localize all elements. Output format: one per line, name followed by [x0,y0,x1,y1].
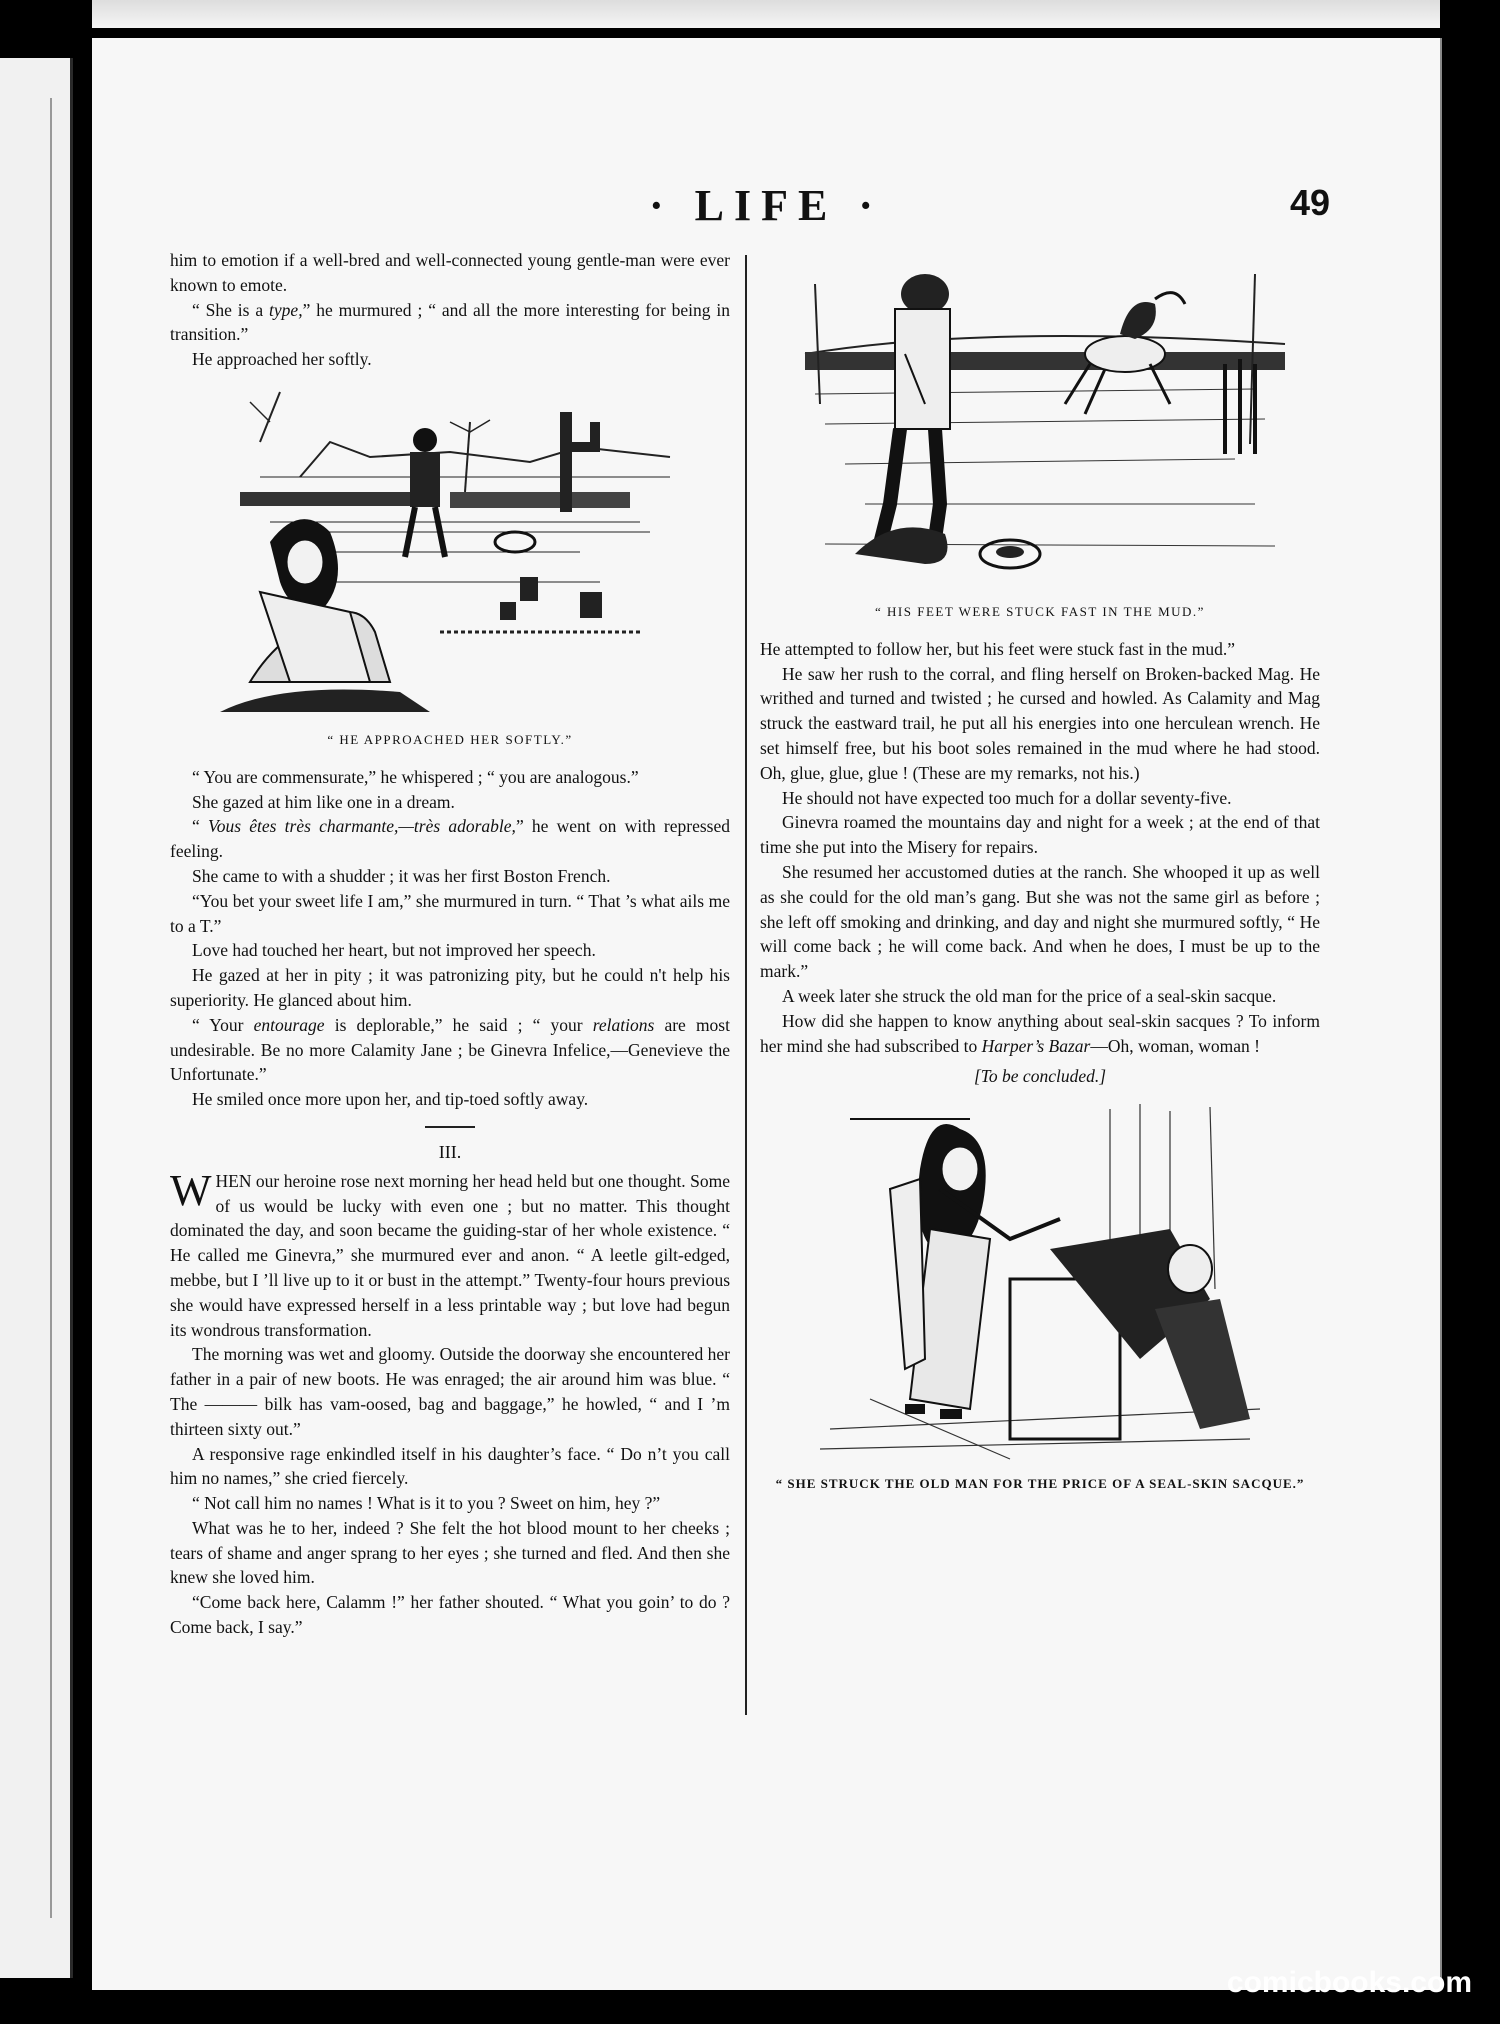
paragraph: A week later she struck the old man for the price of a seal-skin sacque. [782,985,1277,1006]
paragraph: “ She is a type,” he murmured ; “ and all the more interesting for being in transition.” [170,299,730,345]
page-top-edge [92,0,1440,28]
paragraph: He approached her softly. [192,349,372,370]
caption-approached-softly: “ HE APPROACHED HER SOFTLY.” [327,731,573,747]
caption-stuck-in-mud: “ HIS FEET WERE STUCK FAST IN THE MUD.” [875,604,1205,619]
paragraph: He gazed at her in pity ; it was patronizing pity, but he could n't help his superiority. He glanced about him. [170,965,730,1010]
illustration-drawing [200,382,700,722]
section-rule [425,1126,475,1128]
paragraph: He saw her rush to the corral, and fling herself on Broken-backed Mag. He writhed and turned and twisted ; he cursed and howled. As Calamity and Mag struck the eastward trail, he put all his energies into one herculean wrench. He set himself free, but his boot soles remained in the mud where he had stood. Oh, glue, glue, glue ! (These are my remarks, not his.) [760,663,1320,783]
paragraph: “ You are commensurate,” he whispered ; “ you are analogous.” [192,766,639,787]
paragraph: him to emotion if a well-bred and well-connected young gentle-man were ever known to emote. [170,250,730,295]
right-column [760,248,1320,1505]
paragraph: “You bet your sweet life I am,” she murmured in turn. “ That ’s what ails me to a T.” [170,890,730,936]
page-number: 49 [1289,182,1330,223]
paragraph: How did she happen to know anything about seal-skin sacques ? To inform her mind she had subscribed to Harper’s Bazar—Oh, woman, woman ! [760,1010,1320,1056]
paragraph: He smiled once more upon her, and tip-toed softly away. [192,1089,589,1110]
column-divider [745,255,747,1715]
paragraph: He should not have expected too much for a dollar seventy-five. [782,787,1232,808]
masthead: · LIFE · [648,181,884,230]
illustration-seal-skin-sacque [760,1099,1320,1469]
left-page-edge [0,58,73,1978]
paragraph: “ Your entourage is deplorable,” he said ; “ your relations are most undesirable. Be no more Calamity Jane ; be Ginevra Infelice,—Genevieve the Unfortunate.” [170,1014,730,1085]
illustration-drawing [810,1099,1270,1469]
caption-seal-skin-sacque: “ SHE STRUCK THE OLD MAN FOR THE PRICE OF A SEAL-SKIN SACQUE.” [775,1476,1305,1492]
paragraph: What was he to her, indeed ? She felt the hot blood mount to her cheeks ; tears of shame and anger sprang to her eyes ; she turned and fled. And then she knew she loved him. [170,1517,730,1588]
illustration-drawing [785,264,1295,594]
paragraph: The morning was wet and gloomy. Outside the doorway she encountered her father in a pair of new boots. He was enraged; the air around him was blue. “ The ——— bilk has vam-oosed, bag and baggage,” he howled, “ and I ’m thirteen sixty out.” [170,1344,730,1439]
paragraph: Love had touched her heart, but not improved her speech. [192,940,596,961]
illustration-approached-softly [170,382,730,722]
illustration-stuck-in-mud [760,264,1320,594]
paragraph: “Come back here, Calamm !” her father shouted. “ What you goin’ to do ? Come back, I say.” [170,1592,730,1638]
paragraph: She came to with a shudder ; it was her first Boston French. [192,865,611,886]
paragraph: A responsive rage enkindled itself in his daughter’s face. “ Do n’t you call him no names,” she cried fiercely. [170,1443,730,1489]
drop-cap: W [170,1165,212,1215]
watermark: comicbooks.com [1226,1966,1472,1999]
paragraph: Ginevra roamed the mountains day and night for a week ; at the end of that time she put into the Misery for repairs. [760,812,1320,858]
paragraph: “ Vous êtes très charmante,—très adorable,” he went on with repressed feeling. [170,816,730,862]
page-header [92,180,1440,240]
section-number: III. [438,1141,462,1162]
paragraph: “ Not call him no names ! What is it to you ? Sweet on him, hey ?” [192,1493,661,1514]
paragraph: She resumed her accustomed duties at the ranch. She whooped it up as well as she could for the old man’s gang. But she was not the same girl as before ; she left off smoking and drinking, and day and night she murmured softly, “ He will come back ; he will come back. And when he does, I must be up to the mark.” [760,861,1320,982]
paragraph: He attempted to follow her, but his feet were stuck fast in the mud.” [760,638,1236,659]
paragraph: She gazed at him like one in a dream. [192,791,455,812]
left-column [170,248,730,1640]
to-be-concluded: [To be concluded.] [973,1066,1107,1087]
paragraph: WHEN our heroine rose next morning her head held but one thought. Some of us would be lucky with even one ; but no matter. This thought dominated the day, and soon became the guiding-star of her whole existence. “ He called me Ginevra,” she murmured ever and anon. “ A leetle gilt-edged, mebbe, but I ’ll live up to it or bust in the attempt.” Twenty-four hours previous she would have expressed herself in a less printable way ; but love had begun its wondrous transformation. [170,1165,730,1340]
